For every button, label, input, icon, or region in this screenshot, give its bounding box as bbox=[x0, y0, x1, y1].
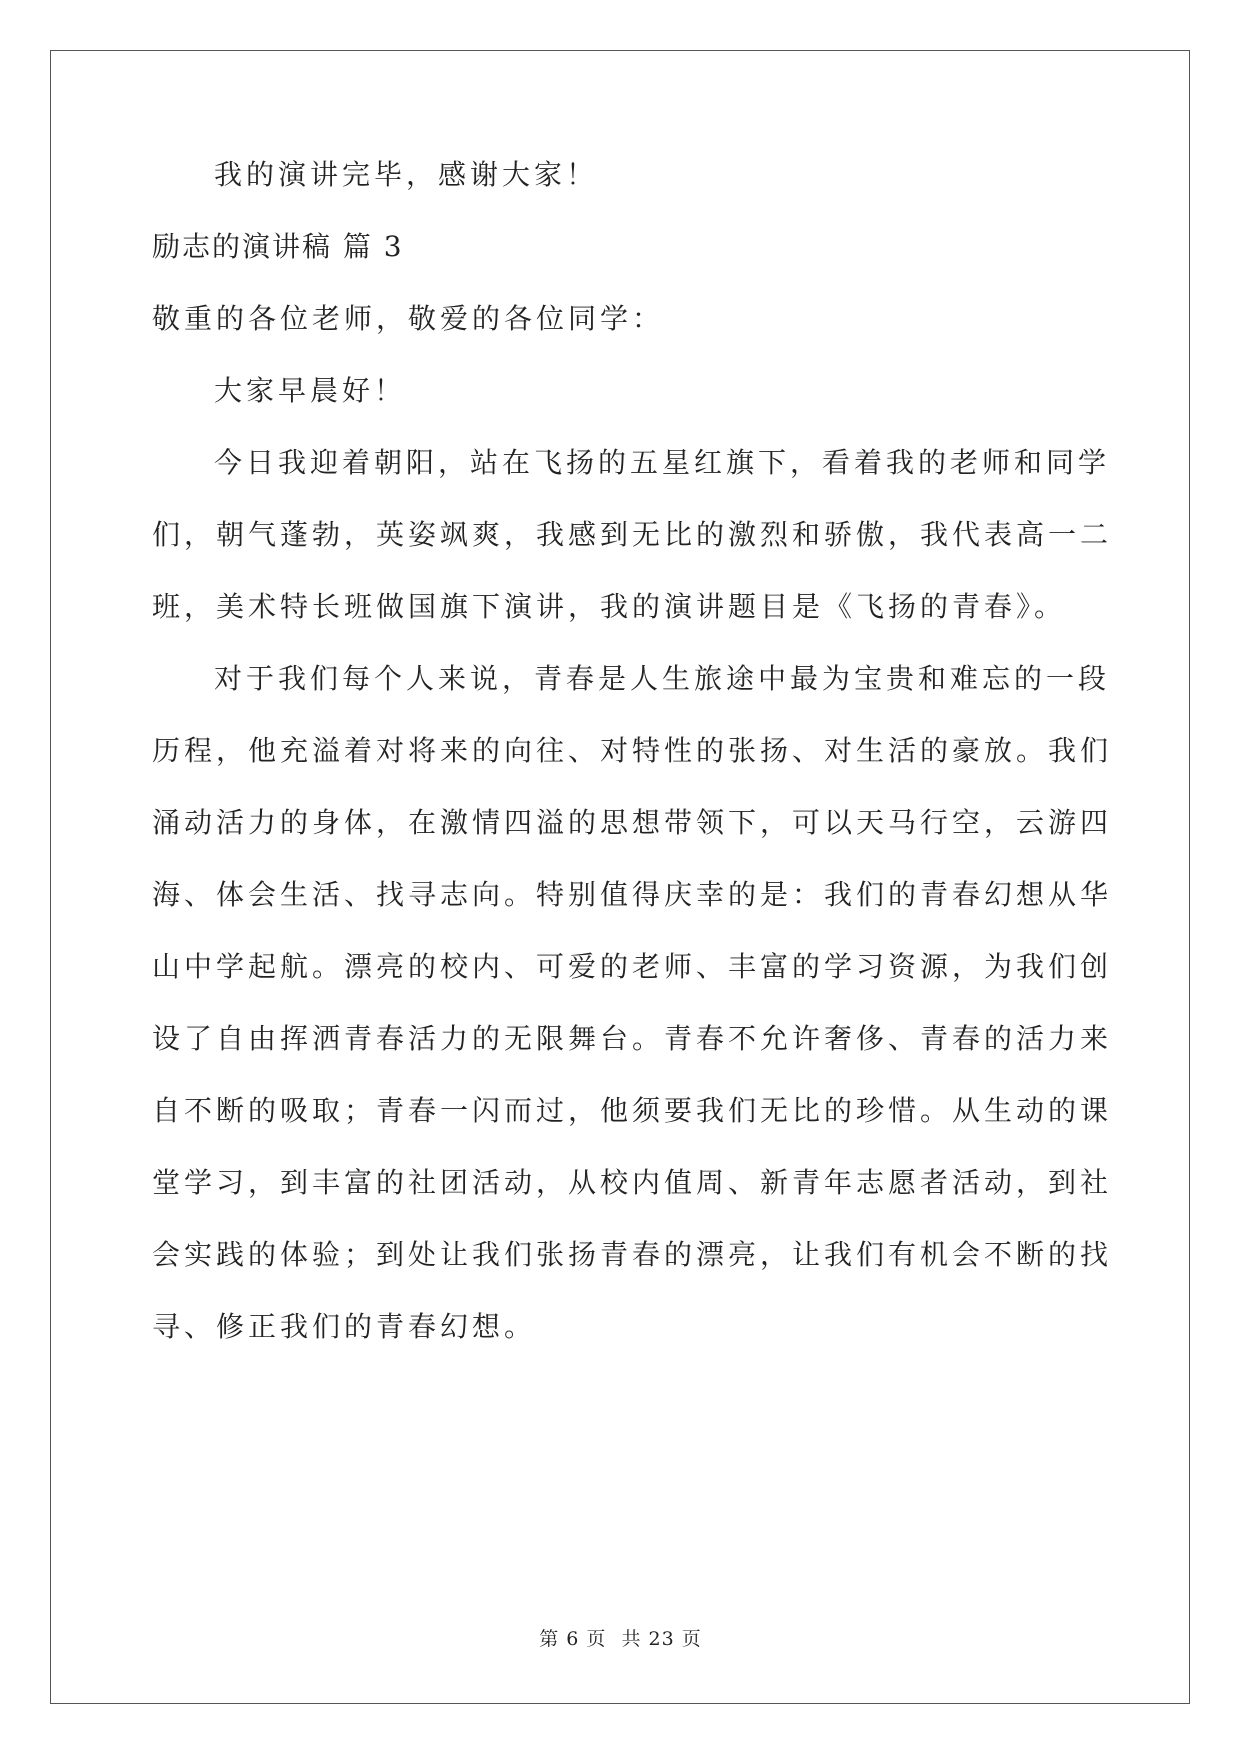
paragraph-line: 堂学习，到丰富的社团活动，从校内值周、新青年志愿者活动，到社 bbox=[152, 1166, 1113, 1199]
paragraph-line: 们，朝气蓬勃，英姿飒爽，我感到无比的激烈和骄傲，我代表高一二 bbox=[152, 518, 1113, 551]
paragraph-line: 山中学起航。漂亮的校内、可爱的老师、丰富的学习资源，为我们创 bbox=[152, 950, 1113, 983]
paragraph-line: 自不断的吸取；青春一闪而过，他须要我们无比的珍惜。从生动的课 bbox=[152, 1094, 1113, 1127]
page-number: 第 6 页 bbox=[539, 1628, 607, 1650]
greeting: 大家早晨好！ bbox=[214, 374, 407, 407]
paragraph-line: 设了自由挥洒青春活力的无限舞台。青春不允许奢侈、青春的活力来 bbox=[152, 1022, 1113, 1055]
page-total: 共 23 页 bbox=[621, 1628, 702, 1650]
salutation: 敬重的各位老师，敬爱的各位同学： bbox=[152, 302, 665, 335]
closing-line: 我的演讲完毕，感谢大家！ bbox=[214, 158, 599, 191]
paragraph-line: 寻、修正我们的青春幻想。 bbox=[152, 1310, 537, 1343]
paragraph-line: 会实践的体验；到处让我们张扬青春的漂亮，让我们有机会不断的找 bbox=[152, 1238, 1113, 1271]
paragraph-line: 今日我迎着朝阳，站在飞扬的五星红旗下，看着我的老师和同学 bbox=[214, 446, 1111, 479]
section-title: 励志的演讲稿 篇 3 bbox=[152, 230, 404, 263]
paragraph-line: 班，美术特长班做国旗下演讲，我的演讲题目是《飞扬的青春》。 bbox=[152, 590, 1067, 623]
paragraph-line: 海、体会生活、找寻志向。特别值得庆幸的是：我们的青春幻想从华 bbox=[152, 878, 1113, 911]
page-footer bbox=[0, 1624, 1241, 1651]
paragraph-line: 涌动活力的身体，在激情四溢的思想带领下，可以天马行空，云游四 bbox=[152, 806, 1113, 839]
paragraph-line: 历程，他充溢着对将来的向往、对特性的张扬、对生活的豪放。我们 bbox=[152, 734, 1113, 767]
paragraph-line: 对于我们每个人来说，青春是人生旅途中最为宝贵和难忘的一段 bbox=[214, 662, 1111, 695]
